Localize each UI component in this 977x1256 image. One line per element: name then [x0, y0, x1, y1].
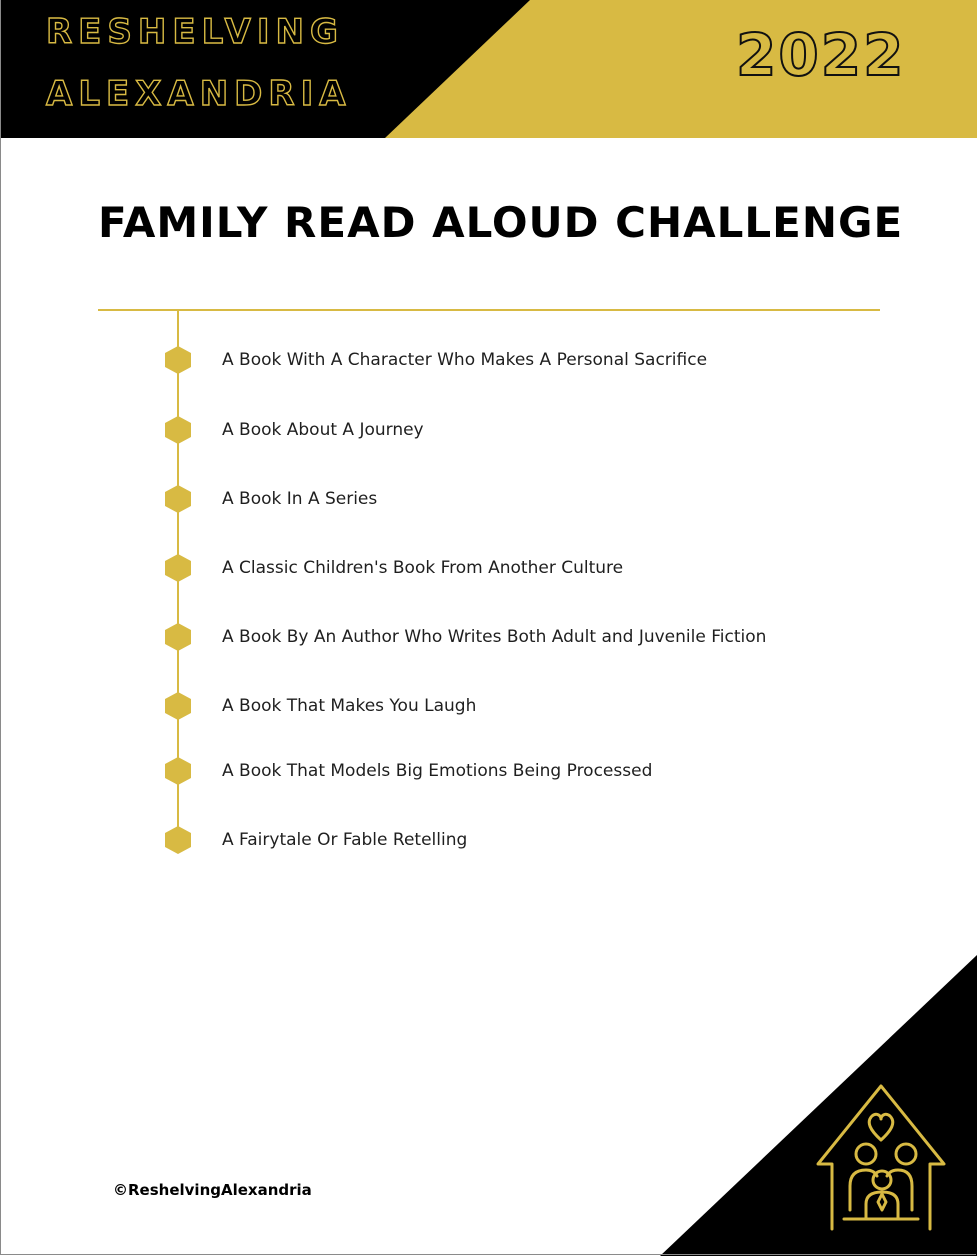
list-item-label: A Book That Makes You Laugh — [222, 696, 477, 716]
list-item-label: A Book That Models Big Emotions Being Processed — [222, 761, 653, 781]
hexagon-bullet-icon — [165, 554, 191, 582]
list-item-label: A Book In A Series — [222, 489, 378, 509]
title-divider — [98, 309, 880, 311]
hexagon-bullet-icon — [165, 692, 191, 720]
brand-name-line-1: RESHELVING — [46, 12, 344, 52]
list-item-label: A Book About A Journey — [222, 420, 424, 440]
list-item — [0, 756, 977, 786]
hexagon-bullet-icon — [165, 416, 191, 444]
list-item-label: A Book By An Author Who Writes Both Adult and Juvenile Fiction — [222, 627, 767, 647]
list-item — [0, 345, 977, 375]
list-item-label: A Fairytale Or Fable Retelling — [222, 830, 468, 850]
list-item — [0, 553, 977, 583]
hexagon-bullet-icon — [165, 346, 191, 374]
hexagon-bullet-icon — [165, 485, 191, 513]
family-house-heart-icon — [814, 1082, 948, 1232]
list-item — [0, 691, 977, 721]
list-item — [0, 825, 977, 855]
copyright-credit: ©ReshelvingAlexandria — [113, 1181, 312, 1199]
list-item — [0, 484, 977, 514]
year-label: 2022 — [736, 21, 906, 89]
page-title: FAMILY READ ALOUD CHALLENGE — [98, 198, 904, 247]
brand-name-line-2: ALEXANDRIA — [46, 74, 352, 114]
hexagon-bullet-icon — [165, 623, 191, 651]
list-item-label: A Book With A Character Who Makes A Personal Sacrifice — [222, 350, 708, 370]
hexagon-bullet-icon — [165, 757, 191, 785]
list-item — [0, 415, 977, 445]
list-item — [0, 622, 977, 652]
hexagon-bullet-icon — [165, 826, 191, 854]
list-item-label: A Classic Children's Book From Another Culture — [222, 558, 624, 578]
